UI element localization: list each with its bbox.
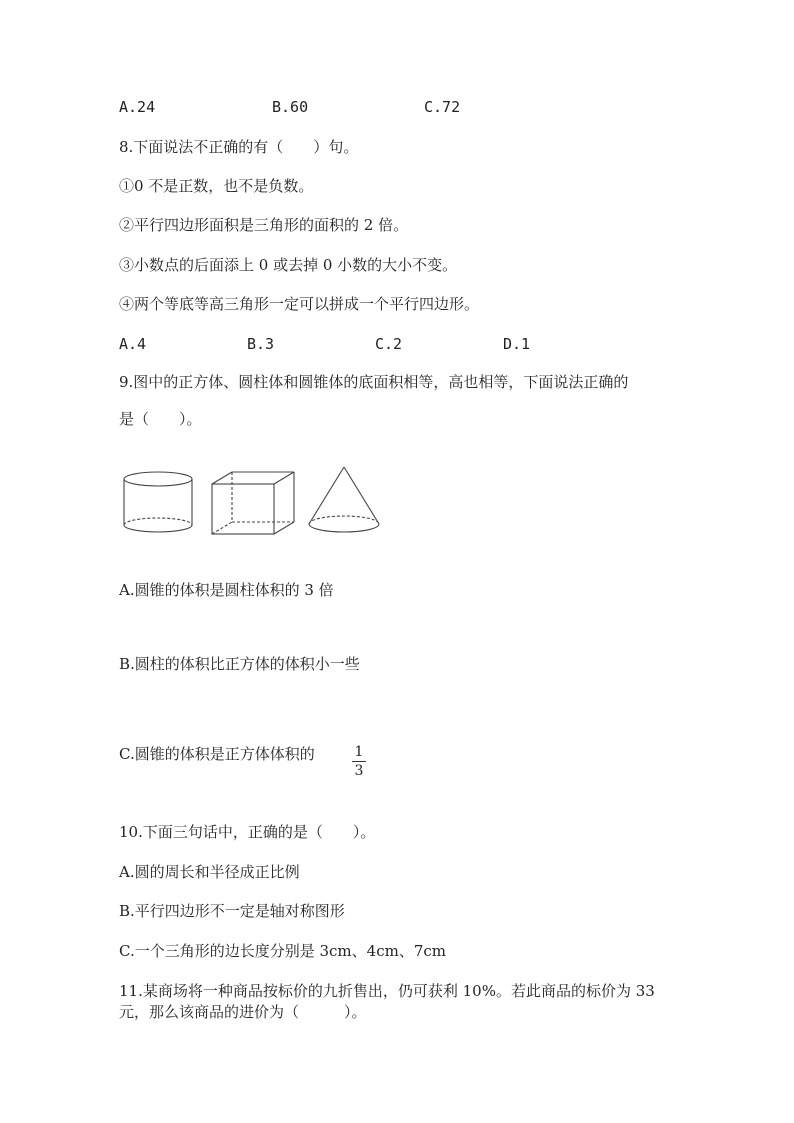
q8-stem: 8.下面说法不正确的有（ ）句。 <box>119 138 359 156</box>
q9-stem-line-1: 9.图中的正方体、圆柱体和圆锥体的底面积相等，高也相等，下面说法正确的 <box>119 373 629 391</box>
cylinder-shape <box>124 472 192 532</box>
q9-stem-line-2: 是（ ）。 <box>119 410 202 428</box>
q8-statement-3: ③小数点的后面添上 0 或去掉 0 小数的大小不变。 <box>119 256 458 274</box>
q8-option-d: D.1 <box>503 335 531 353</box>
q10-option-c: C.一个三角形的边长度分别是 3cm、4cm、7cm <box>119 942 446 960</box>
solids-figure <box>118 462 388 542</box>
q8-option-b: B.3 <box>247 335 275 353</box>
q7-option-b: B.60 <box>272 98 309 116</box>
q10-stem: 10.下面三句话中，正确的是（ ）。 <box>119 823 376 841</box>
fraction-denominator: 3 <box>354 763 364 779</box>
q10-option-b: B.平行四边形不一定是轴对称图形 <box>119 902 345 920</box>
q9-option-b: B.圆柱的体积比正方体的体积小一些 <box>119 655 360 673</box>
fraction-numerator: 1 <box>354 744 364 760</box>
q7-option-c: C.72 <box>424 98 461 116</box>
q8-option-c: C.2 <box>375 335 403 353</box>
q11-line-2: 元，那么该商品的进价为（ ）。 <box>119 1003 367 1021</box>
q10-option-a: A.圆的周长和半径成正比例 <box>119 863 300 881</box>
cube-shape <box>212 472 294 534</box>
cone-shape <box>309 467 379 532</box>
q11-line-1: 11.某商场将一种商品按标价的九折售出，仍可获利 10%。若此商品的标价为 33 <box>119 982 655 1000</box>
q9-option-a: A.圆锥的体积是圆柱体积的 3 倍 <box>119 581 334 599</box>
q7-option-a: A.24 <box>119 98 156 116</box>
q9-option-c: C.圆锥的体积是正方体体积的 <box>119 745 315 763</box>
one-third-fraction <box>352 744 366 779</box>
q8-statement-4: ④两个等底等高三角形一定可以拼成一个平行四边形。 <box>119 295 480 313</box>
fraction-bar <box>352 761 366 762</box>
q8-option-a: A.4 <box>119 335 147 353</box>
q8-statement-2: ②平行四边形面积是三角形的面积的 2 倍。 <box>119 216 409 234</box>
q8-statement-1: ①0 不是正数，也不是负数。 <box>119 177 314 195</box>
